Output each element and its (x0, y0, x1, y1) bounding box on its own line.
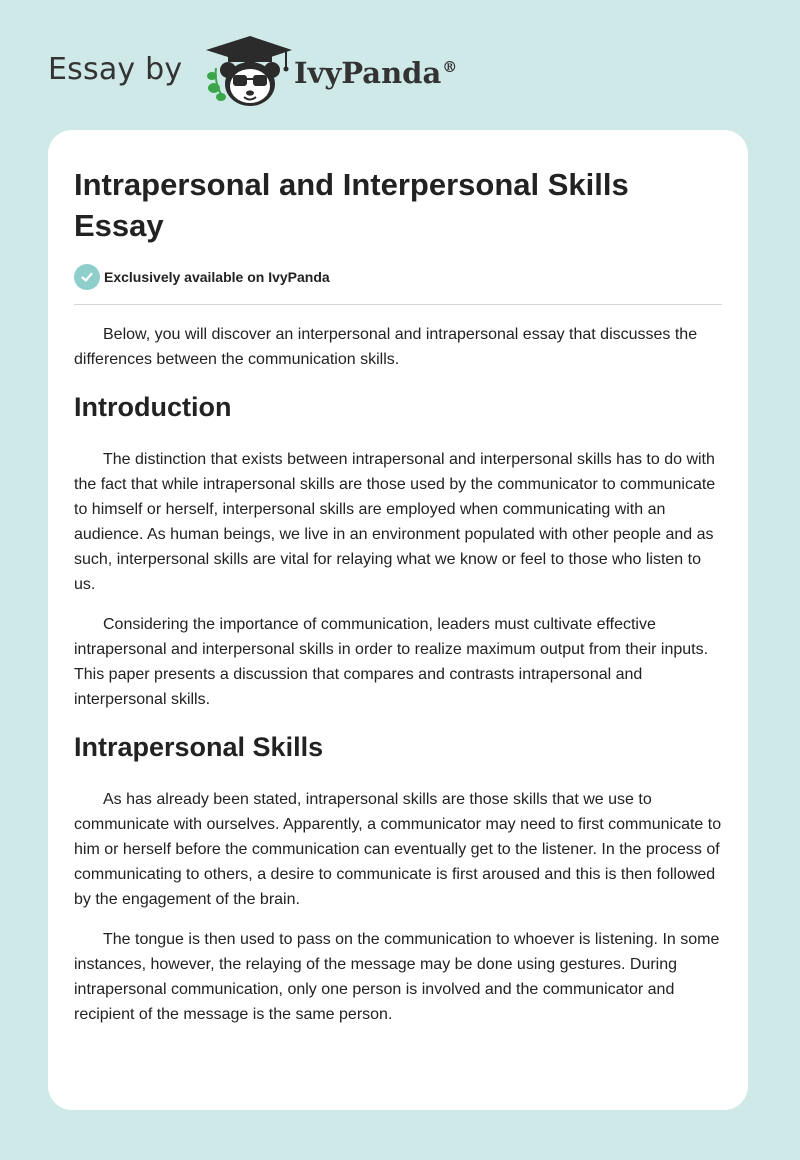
paragraph: Considering the importance of communication, leaders must cultivate effective intrapersonal and interpersonal skills in order to realize maximum output from their inputs. This paper presents a discussion that compares and contrasts intrapersonal and interpersonal skills. (74, 616, 709, 708)
registered-mark: ® (442, 58, 458, 77)
site-header (48, 34, 508, 110)
intro-paragraph: Below, you will discover an interpersonal and intrapersonal essay that discusses the differences between the communication skills. (74, 326, 698, 368)
essay-by-label: Essay by (48, 52, 183, 87)
brand-name[interactable] (294, 56, 457, 90)
section-heading-introduction: Introduction (74, 392, 232, 422)
title-divider (74, 304, 722, 305)
exclusive-badge (74, 264, 722, 290)
section-heading-intrapersonal-skills: Intrapersonal Skills (74, 732, 324, 762)
article-card (48, 130, 748, 1110)
panda-graduate-logo-icon[interactable] (198, 34, 294, 110)
article-title: Intrapersonal and Interpersonal Skills Essay (74, 167, 629, 243)
brand-name-text: IvyPanda (294, 56, 442, 90)
paragraph: As has already been stated, intrapersonal skills are those skills that we use to communicate with ourselves. Apparently, a communicator may need to first communicate to him or herself before the communication can eventually get to the listener. In the process of communicating to others, a desire to communicate is first aroused and this is then followed by the engagement of the brain. (74, 791, 722, 908)
paragraph: The distinction that exists between intrapersonal and interpersonal skills has to do with the fact that while intrapersonal skills are those used by the communicator to communicate to himself or herself, interpersonal skills are employed when communicating with an audience. As human beings, we live in an environment populated with other people and as such, interpersonal skills are vital for relaying what we know or feel to those who listen to us. (74, 451, 716, 593)
check-circle-icon (74, 264, 100, 290)
exclusive-label: Exclusively available on IvyPanda (104, 269, 330, 285)
paragraph: The tongue is then used to pass on the communication to whoever is listening. In some instances, however, the relaying of the message may be done using gestures. During intrapersonal communication, only one person is involved and the communicator and recipient of the message is the same person. (74, 931, 720, 1023)
